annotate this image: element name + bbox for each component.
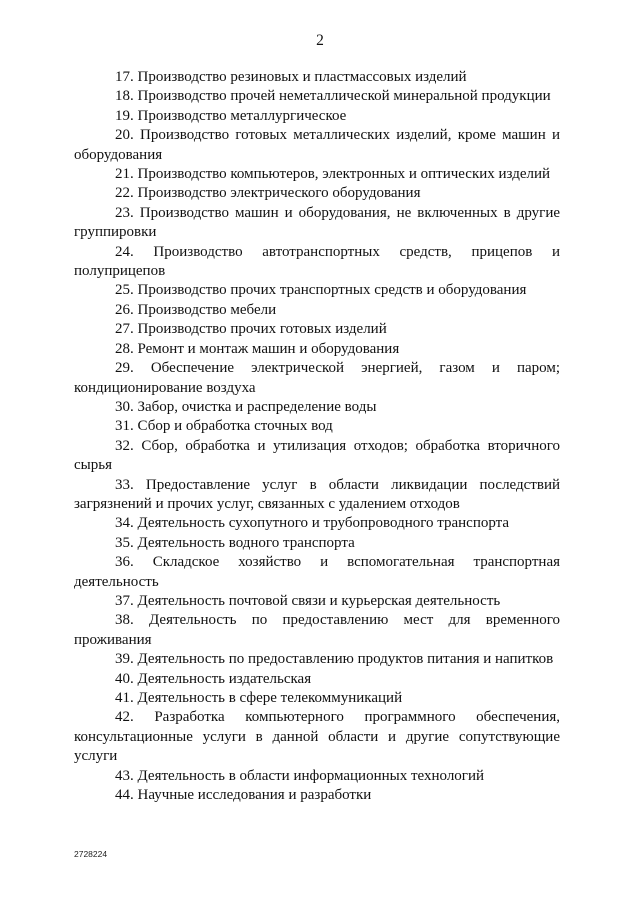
list-item bbox=[74, 592, 560, 611]
list-item bbox=[74, 301, 560, 320]
item-number: 40. bbox=[115, 670, 134, 687]
list-item bbox=[74, 281, 560, 300]
item-number: 41. bbox=[115, 690, 134, 706]
item-text: Сбор и обработка сточных вод bbox=[137, 418, 333, 435]
item-number: 19. bbox=[115, 107, 134, 124]
item-number: 24. bbox=[115, 243, 134, 260]
item-number: 37. bbox=[115, 592, 134, 609]
list-item bbox=[74, 165, 560, 184]
item-text: Производство прочих готовых изделий bbox=[137, 321, 387, 338]
item-number: 20. bbox=[115, 127, 134, 144]
item-number: 31. bbox=[115, 418, 134, 435]
item-text: Производство резиновых и пластмассовых изделий bbox=[137, 69, 467, 85]
item-number: 44. bbox=[115, 787, 134, 804]
item-number: 39. bbox=[115, 651, 134, 668]
item-text: Деятельность в области информационных технологий bbox=[137, 767, 485, 784]
item-text: Деятельность сухопутного и трубопроводного транспорта bbox=[137, 515, 510, 532]
item-number: 33. bbox=[115, 476, 134, 493]
list-item bbox=[74, 611, 560, 650]
item-number: 42. bbox=[115, 709, 134, 726]
list-item bbox=[74, 689, 560, 708]
list-item bbox=[74, 670, 560, 689]
item-number: 22. bbox=[115, 185, 134, 202]
list-item bbox=[74, 107, 560, 126]
page-number: 2 bbox=[316, 32, 324, 49]
item-number: 36. bbox=[115, 554, 134, 571]
list-item bbox=[74, 534, 560, 553]
item-text: Обеспечение электрической энергией, газом и паром; кондиционирование воздуха bbox=[74, 360, 561, 396]
list-item bbox=[74, 320, 560, 339]
list-item bbox=[74, 476, 560, 515]
item-text: Деятельность по предоставлению мест для временного проживания bbox=[74, 612, 561, 648]
item-number: 21. bbox=[115, 166, 134, 183]
item-text: Деятельность издательская bbox=[137, 670, 312, 687]
item-number: 38. bbox=[115, 612, 134, 629]
item-text: Деятельность в сфере телекоммуникаций bbox=[137, 690, 403, 706]
list-item bbox=[74, 417, 560, 436]
item-text: Деятельность водного транспорта bbox=[137, 534, 355, 551]
item-text: Производство машин и оборудования, не включенных в другие группировки bbox=[74, 204, 561, 241]
item-text: Деятельность по предоставлению продуктов питания и напитков bbox=[137, 651, 554, 668]
item-text: Забор, очистка и распределение воды bbox=[137, 398, 377, 415]
item-number: 17. bbox=[115, 69, 134, 85]
item-number: 28. bbox=[115, 340, 134, 357]
list-item bbox=[74, 708, 560, 766]
item-text: Производство мебели bbox=[137, 301, 277, 318]
list-item bbox=[74, 786, 560, 805]
list-item bbox=[74, 184, 560, 203]
item-number: 35. bbox=[115, 534, 134, 551]
item-number: 43. bbox=[115, 767, 134, 784]
item-text: Производство электрического оборудования bbox=[137, 185, 421, 202]
document-code: 2728224 bbox=[74, 849, 108, 859]
item-text: Предоставление услуг в области ликвидации последствий загрязнений и прочих услуг, связанных с удалением отходов bbox=[74, 476, 561, 512]
list-item bbox=[74, 68, 560, 87]
item-number: 26. bbox=[115, 301, 134, 318]
item-number: 30. bbox=[115, 398, 134, 415]
list-item bbox=[74, 398, 560, 417]
item-number: 29. bbox=[115, 360, 134, 377]
item-text: Сбор, обработка и утилизация отходов; обработка вторичного сырья bbox=[74, 437, 561, 474]
item-text: Научные исследования и разработки bbox=[137, 787, 372, 804]
list-item bbox=[74, 340, 560, 359]
item-text: Ремонт и монтаж машин и оборудования bbox=[137, 340, 400, 357]
list-item bbox=[74, 126, 560, 165]
list-item bbox=[74, 650, 560, 669]
list-item bbox=[74, 767, 560, 786]
item-text: Производство металлургическое bbox=[137, 107, 347, 124]
item-text: Деятельность почтовой связи и курьерская деятельность bbox=[137, 592, 501, 609]
item-number: 25. bbox=[115, 282, 134, 299]
item-number: 27. bbox=[115, 321, 134, 338]
list-item bbox=[74, 359, 560, 398]
item-text: Производство прочих транспортных средств и оборудования bbox=[137, 282, 527, 299]
item-text: Производство автотранспортных средств, прицепов и полуприцепов bbox=[74, 243, 560, 280]
item-text: Разработка компьютерного программного обеспечения, консультационные услуги в данной области и другие сопутствующие услуги bbox=[74, 709, 560, 765]
item-number: 23. bbox=[115, 204, 134, 221]
item-number: 34. bbox=[115, 515, 134, 532]
item-number: 18. bbox=[115, 88, 134, 105]
item-text: Производство готовых металлических изделий, кроме машин и оборудования bbox=[74, 127, 561, 163]
item-number: 32. bbox=[115, 437, 134, 454]
list-item bbox=[74, 437, 560, 476]
activity-list bbox=[74, 68, 560, 805]
list-item bbox=[74, 514, 560, 533]
list-item bbox=[74, 243, 560, 282]
item-text: Производство прочей неметаллической минеральной продукции bbox=[137, 88, 551, 105]
list-item bbox=[74, 204, 560, 243]
list-item bbox=[74, 553, 560, 592]
list-item bbox=[74, 87, 560, 106]
item-text: Складское хозяйство и вспомогательная транспортная деятельность bbox=[74, 554, 560, 590]
item-text: Производство компьютеров, электронных и оптических изделий bbox=[137, 166, 551, 183]
